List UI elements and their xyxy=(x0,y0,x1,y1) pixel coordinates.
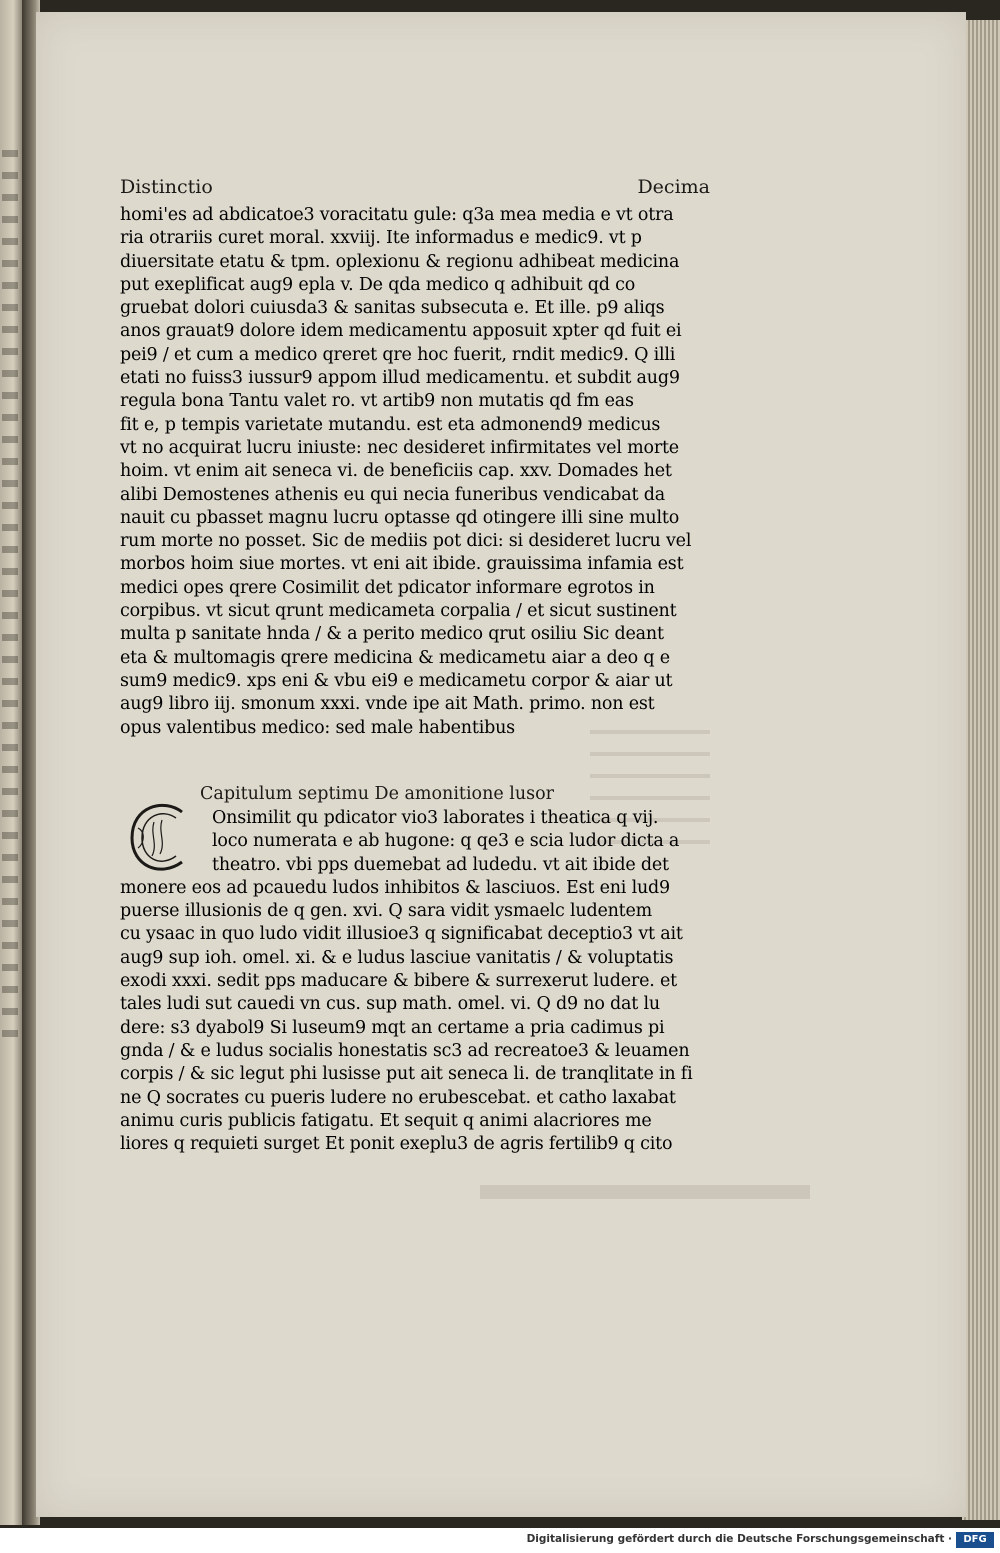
text-line: aug9 sup ioh. omel. xi. & e ludus lasciue vanitatis / & voluptatis xyxy=(120,947,674,968)
text-line: animu curis publicis fatigatu. Et sequit q animi alacriores me xyxy=(120,1110,652,1131)
text-line: cu ysaac in quo ludo vidit illusioe3 q significabat deceptio3 vt ait xyxy=(120,924,683,945)
text-line: puerse illusionis de q gen. xvi. Q sara vidit ysmaelc ludentem xyxy=(120,901,653,922)
running-head-left: Distinctio xyxy=(120,176,213,198)
text-line: regula bona Tantu valet ro. vt artib9 non mutatis qd fm eas xyxy=(120,391,634,412)
text-line: exodi xxxi. sedit pps maducare & bibere & surrexerut ludere. et xyxy=(120,971,677,992)
text-line: alibi Demostenes athenis eu qui necia funeribus vendicabat da xyxy=(120,484,665,505)
text-line: vt no acquirat lucru iniuste: nec desideret infirmitates vel morte xyxy=(120,437,679,458)
text-line: medici opes qrere Cosimilit det pdicator informare egrotos in xyxy=(120,577,655,598)
text-line: etati no fuiss3 iussur9 appom illud medicamentu. et subdit aug9 xyxy=(120,368,680,389)
text-line: put exeplificat aug9 epla v. De qda medico q adhibuit qd co xyxy=(120,274,636,295)
text-line: diuersitate etatu & tpm. oplexionu & regionu adhibeat medicina xyxy=(120,251,680,272)
text-line: multa p sanitate hnda / & a perito medico qrut osiliu Sic deant xyxy=(120,624,664,645)
show-through-line xyxy=(480,1185,810,1199)
text-line: dere: s3 dyabol9 Si luseum9 mqt an certame a pria cadimus pi xyxy=(120,1017,665,1038)
text-line: pei9 / et cum a medico qreret qre hoc fuerit, rndit medic9. Q illi xyxy=(120,344,676,365)
funding-credit: Digitalisierung gefördert durch die Deutsche Forschungsgemeinschaft · xyxy=(526,1533,952,1545)
facing-page-text-fragment xyxy=(2,150,18,1050)
text-line: liores q requieti surget Et ponit exeplu3 de agris fertilib9 q cito xyxy=(120,1134,673,1155)
text-line: rum morte no posset. Sic de mediis pot dici: si desideret lucru vel xyxy=(120,531,692,552)
text-line: monere eos ad pcauedu ludos inhibitos & lasciuos. Est eni lud9 xyxy=(120,877,670,898)
dfg-logo: DFG xyxy=(956,1532,994,1548)
text-line: ne Q socrates cu pueris ludere no erubescebat. et catho laxabat xyxy=(120,1087,676,1108)
text-line: morbos hoim siue mortes. vt eni ait ibide. grauissima infamia est xyxy=(120,554,684,575)
text-line: corpis / & sic legut phi lusisse put ait seneca li. de tranqlitate in fi xyxy=(120,1064,693,1085)
facing-page-edge xyxy=(0,0,22,1525)
text-line: tales ludi sut cauedi vn cus. sup math. omel. vi. Q d9 no dat lu xyxy=(120,994,660,1015)
text-line: corpibus. vt sicut qrunt medicameta corpalia / et sicut sustinent xyxy=(120,601,677,622)
text-line: ria otrariis curet moral. xxviij. Ite informadus e medic9. vt p xyxy=(120,228,642,249)
text-line: theatro. vbi pps duemebat ad ludedu. vt ait ibide det xyxy=(212,854,669,875)
text-line: fit e, p tempis varietate mutandu. est eta admonend9 medicus xyxy=(120,414,661,435)
page-edges xyxy=(962,20,1000,1520)
chapter-text xyxy=(120,807,715,1156)
text-line: gnda / & e ludus socialis honestatis sc3 ad recreatoe3 & leuamen xyxy=(120,1040,690,1061)
text-line: anos grauat9 dolore idem medicamentu apposuit xpter qd fuit ei xyxy=(120,321,682,342)
chapter-heading: Capitulum septimu De amonitione lusor xyxy=(200,784,555,804)
text-line: hoim. vt enim ait seneca vi. de beneficiis cap. xxv. Domades het xyxy=(120,461,672,482)
footer-bar xyxy=(0,1528,1000,1553)
text-line: aug9 libro iij. smonum xxxi. vnde ipe ait Math. primo. non est xyxy=(120,694,655,715)
text-line: opus valentibus medico: sed male habentibus xyxy=(120,717,515,738)
text-line: sum9 medic9. xps eni & vbu ei9 e medicametu corpor & aiar ut xyxy=(120,670,673,691)
text-line: homi'es ad abdicatoe3 voracitatu gule: q3a mea media e vt otra xyxy=(120,205,674,225)
body-text xyxy=(120,204,715,740)
text-line: nauit cu pbasset magnu lucru optasse qd otingere illi sine multo xyxy=(120,507,680,528)
text-line: gruebat dolori cuiusda3 & sanitas subsecuta e. Et ille. p9 aliqs xyxy=(120,298,665,319)
running-head-right: Decima xyxy=(637,176,710,198)
running-head xyxy=(120,176,710,204)
text-line: loco numerata e ab hugone: q qe3 e scia ludor dicta a xyxy=(212,831,680,852)
text-line: Onsimilit qu pdicator vio3 laborates i theatica q vij. xyxy=(212,808,659,828)
text-line: eta & multomagis qrere medicina & medicametu aiar a deo q e xyxy=(120,647,670,668)
